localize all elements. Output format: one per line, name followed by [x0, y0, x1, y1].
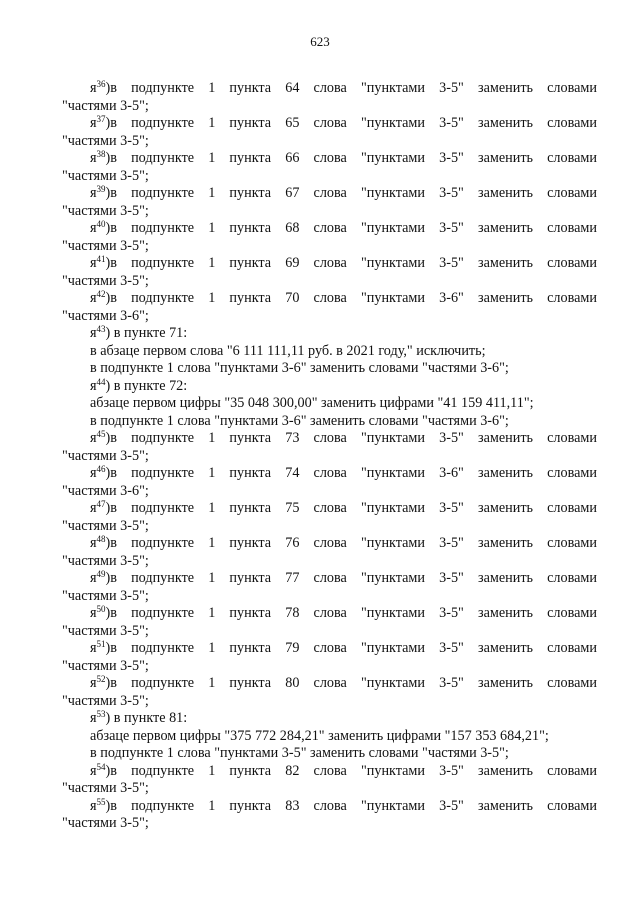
item-number: 38	[96, 149, 106, 159]
amendment-subline: в абзаце первом слова "6 111 111,11 руб. в 2021 году," исключить;	[90, 342, 486, 359]
item-text: )в подпункте 1 пункта 80 слова "пунктами 3-5" заменить словами	[105, 675, 597, 691]
amendment-line	[62, 80, 597, 98]
item-number: 53	[96, 709, 106, 719]
item-text: )в подпункте 1 пункта 76 слова "пунктами 3-5" заменить словами	[105, 535, 597, 551]
item-number: 54	[96, 761, 106, 772]
amendment-continuation: "частями 3-5";	[62, 272, 149, 289]
amendment-line	[62, 115, 597, 133]
item-number: 36	[96, 79, 106, 89]
amendment-subline: в подпункте 1 слова "пунктами 3-5" заменить словами "частями 3-5";	[90, 745, 509, 761]
item-letter: я	[90, 80, 97, 96]
item-letter: я	[90, 185, 97, 201]
item-text: ) в пункте 72:	[105, 377, 188, 394]
amendment-continuation: "частями 3-5";	[62, 815, 149, 831]
amendment-continuation: "частями 3-5";	[62, 167, 149, 184]
amendment-subline: в подпункте 1 слова "пунктами 3-6" заменить словами "частями 3-6";	[90, 360, 509, 376]
item-number: 41	[96, 254, 106, 264]
item-number: 45	[96, 429, 106, 439]
amendment-line	[62, 605, 597, 623]
amendment-line	[62, 640, 597, 658]
amendment-continuation: "частями 3-5";	[62, 132, 149, 149]
item-letter: я	[90, 535, 97, 551]
amendment-continuation: "частями 3-5";	[62, 552, 149, 569]
amendment-continuation: "частями 3-5";	[62, 237, 149, 254]
item-number: 47	[96, 499, 106, 509]
item-text: ) в пункте 71:	[105, 325, 188, 341]
amendment-line	[62, 500, 597, 518]
amendment-line	[62, 185, 597, 203]
amendment-continuation: "частями 3-6";	[62, 307, 149, 324]
item-number: 52	[96, 674, 106, 684]
amendment-line	[62, 675, 597, 693]
amendment-subline: абзаце первом цифры "375 772 284,21" заменить цифрами "157 353 684,21";	[90, 727, 549, 744]
item-text: )в подпункте 1 пункта 69 слова "пунктами 3-5" заменить словами	[105, 255, 597, 271]
item-number: 48	[96, 534, 106, 544]
item-text: )в подпункте 1 пункта 73 слова "пунктами 3-5" заменить словами	[105, 430, 597, 446]
item-number: 40	[96, 219, 106, 229]
item-number: 46	[96, 464, 106, 474]
item-letter: я	[90, 500, 97, 516]
amendment-line	[62, 763, 597, 781]
document-body	[62, 80, 597, 833]
item-text: )в подпункте 1 пункта 64 слова "пунктами 3-5" заменить словами	[105, 80, 597, 96]
amendment-continuation: "частями 3-6";	[62, 482, 149, 499]
amendment-heading	[62, 325, 597, 343]
item-letter: я	[90, 465, 97, 481]
amendment-line	[62, 150, 597, 168]
amendment-line	[62, 255, 597, 273]
amendment-line	[62, 798, 597, 816]
item-number: 44	[96, 376, 106, 387]
item-number: 42	[96, 289, 106, 299]
item-letter: я	[90, 640, 97, 656]
page-number: 623	[310, 34, 330, 49]
amendment-continuation: "частями 3-5";	[62, 692, 149, 709]
item-text: )в подпункте 1 пункта 66 слова "пунктами 3-5" заменить словами	[105, 150, 597, 166]
amendment-continuation: "частями 3-5";	[62, 97, 149, 114]
item-letter: я	[90, 150, 97, 166]
amendment-line	[62, 290, 597, 308]
amendment-continuation: "частями 3-5";	[62, 202, 149, 219]
item-letter: я	[90, 220, 97, 236]
amendment-heading	[62, 710, 597, 728]
item-text: )в подпункте 1 пункта 83 слова "пунктами 3-5" заменить словами	[105, 797, 597, 814]
item-text: )в подпункте 1 пункта 70 слова "пунктами 3-6" заменить словами	[105, 290, 597, 306]
item-letter: я	[90, 255, 97, 271]
item-letter: я	[90, 430, 97, 446]
item-text: )в подпункте 1 пункта 75 слова "пунктами 3-5" заменить словами	[105, 500, 597, 516]
amendment-line	[62, 535, 597, 553]
item-text: )в подпункте 1 пункта 79 слова "пунктами 3-5" заменить словами	[105, 640, 597, 656]
amendment-continuation: "частями 3-5";	[62, 517, 149, 534]
item-number: 51	[96, 639, 106, 649]
item-text: )в подпункте 1 пункта 68 слова "пунктами 3-5" заменить словами	[105, 220, 597, 236]
item-number: 39	[96, 184, 106, 194]
item-number: 49	[96, 569, 106, 579]
item-text: ) в пункте 81:	[105, 710, 188, 726]
item-letter: я	[90, 115, 97, 131]
item-letter: я	[90, 710, 97, 726]
amendment-subline: абзаце первом цифры "35 048 300,00" заменить цифрами "41 159 411,11";	[90, 395, 534, 411]
item-letter: я	[90, 675, 97, 691]
item-text: )в подпункте 1 пункта 78 слова "пунктами 3-5" заменить словами	[105, 605, 597, 621]
amendment-continuation: "частями 3-5";	[62, 657, 149, 674]
amendment-continuation: "частями 3-5";	[62, 622, 149, 639]
item-letter: я	[90, 377, 97, 394]
item-letter: я	[90, 570, 97, 586]
item-letter: я	[90, 290, 97, 306]
amendment-line	[62, 220, 597, 238]
item-letter: я	[90, 605, 97, 621]
item-number: 43	[96, 324, 106, 334]
item-text: )в подпункте 1 пункта 82 слова "пунктами 3-5" заменить словами	[105, 762, 597, 779]
amendment-continuation: "частями 3-5";	[62, 780, 149, 796]
item-number: 55	[96, 796, 106, 807]
item-number: 50	[96, 604, 106, 614]
amendment-line	[62, 570, 597, 588]
amendment-continuation: "частями 3-5";	[62, 587, 149, 604]
item-letter: я	[90, 797, 97, 814]
item-text: )в подпункте 1 пункта 74 слова "пунктами 3-6" заменить словами	[105, 465, 597, 481]
item-text: )в подпункте 1 пункта 77 слова "пунктами 3-5" заменить словами	[105, 570, 597, 586]
amendment-heading	[62, 378, 597, 396]
item-text: )в подпункте 1 пункта 67 слова "пунктами 3-5" заменить словами	[105, 185, 597, 201]
item-text: )в подпункте 1 пункта 65 слова "пунктами 3-5" заменить словами	[105, 115, 597, 131]
amendment-line	[62, 430, 597, 448]
item-number: 37	[96, 114, 106, 124]
amendment-line	[62, 465, 597, 483]
amendment-continuation: "частями 3-5";	[62, 447, 149, 464]
item-letter: я	[90, 762, 97, 779]
amendment-subline: в подпункте 1 слова "пунктами 3-6" заменить словами "частями 3-6";	[90, 412, 509, 429]
item-letter: я	[90, 325, 97, 341]
